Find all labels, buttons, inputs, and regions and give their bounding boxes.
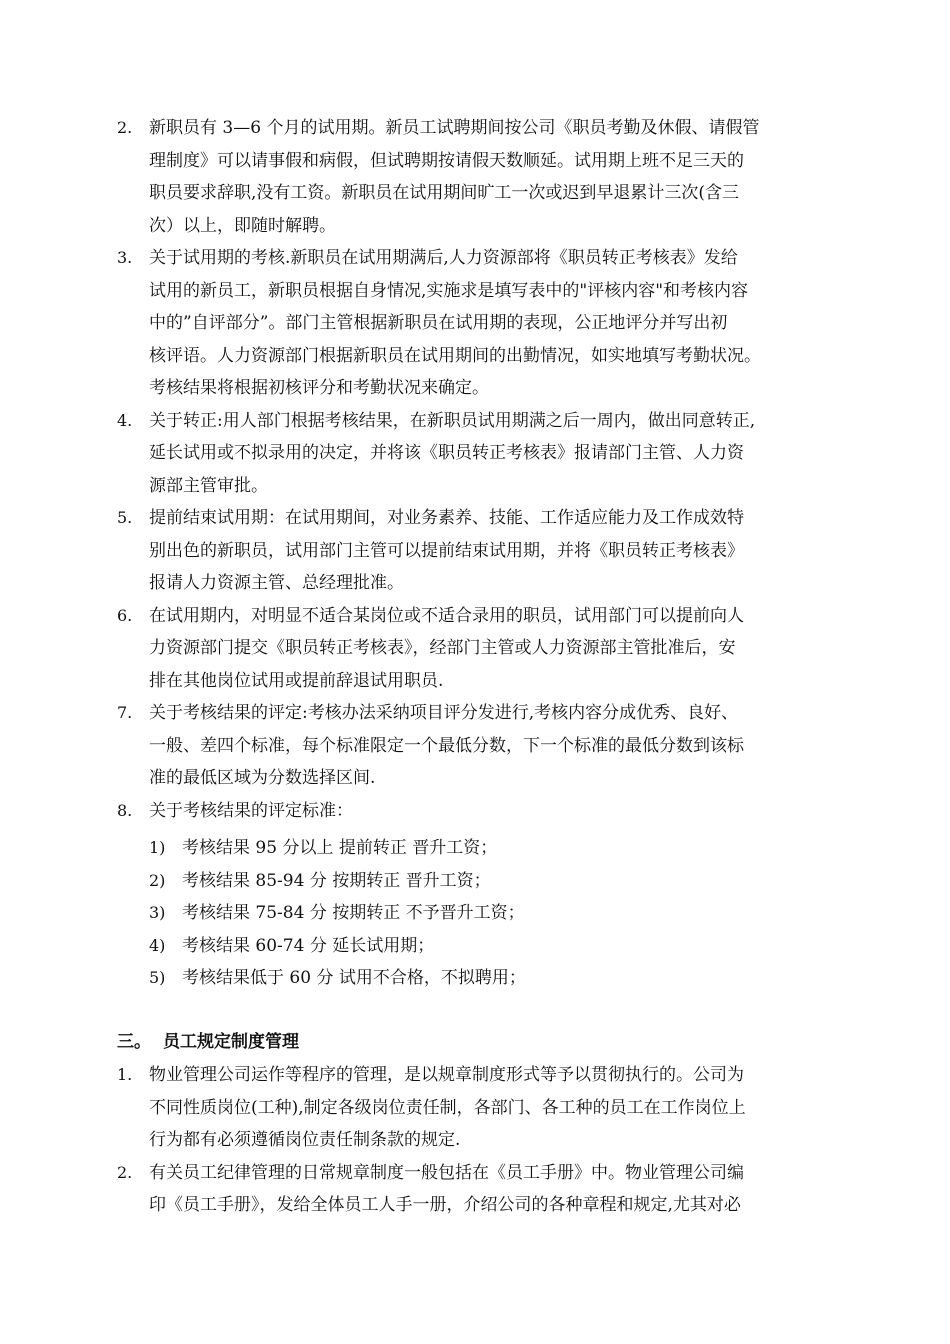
list-item-text: [149, 112, 839, 242]
sub-list-item: [0, 832, 950, 865]
text-line: 源部主管审批。: [149, 475, 268, 496]
assessment-standard-list: [0, 832, 950, 995]
sub-list-item: [0, 865, 950, 898]
list-item-text: [149, 697, 839, 795]
text-line: 关于转正:用人部门根据考核结果，在新职员试用期满之后一周内，做出同意转正,: [149, 410, 756, 431]
text-line: 行为都有必须遵循岗位责任制条款的规定.: [149, 1130, 461, 1150]
text-line: 关于考核结果的评定标准：: [149, 800, 353, 821]
list-item: [0, 600, 950, 698]
text-line: 提前结束试用期：在试用期间，对业务素养、技能、工作适应能力及工作成效特: [149, 508, 744, 528]
list-item-text: [149, 1157, 839, 1222]
text-line: 物业管理公司运作等程序的管理，是以规章制度形式等予以贯彻执行的。公司为: [149, 1065, 744, 1085]
rules-management-list: [0, 1059, 950, 1222]
text-line: 理制度》可以请事假和病假，但试聘期按请假天数顺延。试用期上班不足三天的: [149, 150, 744, 171]
list-item-number: 2.: [117, 118, 133, 137]
list-item-text: [149, 795, 839, 828]
sub-list-item-number: 3): [149, 903, 166, 922]
list-item-number: 5.: [117, 508, 133, 527]
text-line: 印《员工手册》，发给全体员工人手一册，介绍公司的各种章程和规定,尤其对必: [149, 1195, 741, 1215]
list-item-number: 8.: [117, 800, 133, 820]
text-line: 关于考核结果的评定:考核办法采纳项目评分发进行,考核内容分成优秀、良好、: [149, 703, 739, 723]
sub-list-item-text: 考核结果 85-94 分 按期转正 晋升工资；: [182, 870, 491, 891]
text-line: 新职员有 3—6 个月的试用期。新员工试聘期间按公司《职员考勤及休假、请假管: [149, 118, 760, 138]
list-item: [0, 502, 950, 600]
text-line: 有关员工纪律管理的日常规章制度一般包括在《员工手册》中。物业管理公司编: [149, 1162, 744, 1183]
section-heading: [117, 1026, 299, 1059]
text-line: 延长试用或不拟录用的决定，并将该《职员转正考核表》报请部门主管、人力资: [149, 443, 744, 463]
text-line: 关于试用期的考核.新职员在试用期满后,人力资源部将《职员转正考核表》发给: [149, 248, 738, 268]
list-item-number: 6.: [117, 605, 133, 625]
text-line: 在试用期内，对明显不适合某岗位或不适合录用的职员，试用部门可以提前向人: [149, 605, 744, 626]
text-line: 报请人力资源主管、总经理批准。: [149, 573, 404, 593]
sub-list-item: [0, 930, 950, 963]
sub-list-item-number: 4): [149, 935, 166, 955]
list-item: [0, 242, 950, 405]
sub-list-item-number: 2): [149, 870, 166, 890]
text-line: 力资源部门提交《职员转正考核表》，经部门主管或人力资源部主管批准后，安: [149, 638, 736, 658]
sub-list-item-text: 考核结果 60-74 分 延长试用期；: [182, 935, 435, 956]
list-item: [0, 697, 950, 795]
sub-list-item-text: 考核结果 95 分以上 提前转正 晋升工资；: [182, 838, 498, 858]
text-line: 中的”自评部分”。部门主管根据新职员在试用期的表现，公正地评分并写出初: [149, 313, 728, 333]
sub-list-item-text: 考核结果 75-84 分 按期转正 不予晋升工资；: [182, 903, 525, 923]
list-item-text: [149, 242, 839, 405]
list-item-number: 3.: [117, 248, 133, 267]
text-line: 次）以上，即随时解聘。: [149, 215, 336, 236]
list-item: [0, 405, 950, 503]
list-item-number: 2.: [117, 1162, 133, 1182]
sub-list-item-text: 考核结果低于 60 分 试用不合格，不拟聘用；: [182, 968, 526, 988]
list-item-number: 1.: [117, 1065, 133, 1084]
text-line: 职员要求辞职,没有工资。新职员在试用期间旷工一次或迟到早退累计三次(含三: [149, 183, 740, 203]
section-heading-number: 三。: [117, 1032, 151, 1052]
text-line: 排在其他岗位试用或提前辞退试用职员.: [149, 670, 444, 691]
text-line: 别出色的新职员，试用部门主管可以提前结束试用期，并将《职员转正考核表》: [149, 540, 744, 561]
list-item-text: [149, 502, 839, 600]
text-line: 准的最低区域为分数选择区间.: [149, 768, 376, 788]
section-heading-text: 员工规定制度管理: [163, 1032, 299, 1052]
text-line: 不同性质岗位(工种),制定各级岗位责任制，各部门、各工种的员工在工作岗位上: [149, 1097, 746, 1118]
sub-list-item: [0, 897, 950, 930]
list-item: [0, 1059, 950, 1157]
list-item-text: [149, 600, 839, 698]
list-item-number: 4.: [117, 410, 133, 430]
text-line: 考核结果将根据初核评分和考勤状况来确定。: [149, 378, 489, 398]
list-item-text: [149, 405, 839, 503]
list-item: [0, 795, 950, 828]
text-line: 核评语。人力资源部门根据新职员在试用期间的出勤情况，如实地填写考勤状况。: [149, 345, 761, 366]
sub-list-item: [0, 962, 950, 995]
list-item: [0, 1157, 950, 1222]
text-line: 一般、差四个标准，每个标准限定一个最低分数，下一个标准的最低分数到该标: [149, 735, 744, 756]
list-item-text: [149, 1059, 839, 1157]
sub-list-item-number: 1): [149, 838, 166, 857]
text-line: 试用的新员工，新职员根据自身情况,实施求是填写表中的"评核内容"和考核内容: [149, 280, 749, 301]
trial-period-list: [0, 112, 950, 827]
sub-list-item-number: 5): [149, 968, 166, 987]
list-item-number: 7.: [117, 703, 133, 722]
list-item: [0, 112, 950, 242]
